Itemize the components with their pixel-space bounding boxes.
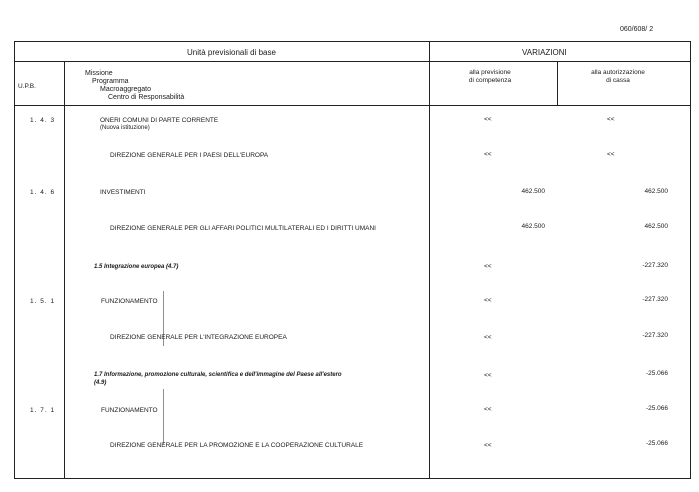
row-text: FUNZIONAMENTO: [101, 298, 158, 305]
row-subtext: (Nuova istituzione): [100, 125, 150, 131]
cassa-value: 462.500: [644, 223, 668, 230]
upb-column-divider: [64, 61, 65, 479]
upb-code: 1. 4. 6: [30, 189, 56, 196]
header-cassa: alla autorizzazione di cassa: [591, 69, 645, 84]
section-heading-sub: (4.9): [94, 380, 107, 386]
cassa-value: -25.066: [645, 440, 668, 447]
header-centro: Centro di Responsabilità: [108, 94, 185, 101]
cassa-value: -25.066: [645, 370, 668, 377]
upb-code: 1. 7. 1: [30, 407, 56, 414]
row-text: DIREZIONE GENERALE PER L'INTEGRAZIONE EUROPEA: [110, 334, 287, 341]
competenza-value: <<: [484, 297, 492, 304]
unita-title: Unità previsionali di base: [187, 48, 276, 57]
row-text: FUNZIONAMENTO: [101, 407, 158, 414]
competenza-value: <<: [484, 442, 492, 449]
header-competenza: alla previsione di competenza: [468, 69, 512, 84]
upb-code: 1. 4. 3: [30, 117, 56, 124]
competenza-value: <<: [484, 406, 492, 413]
section-heading: 1.7 Informazione, promozione culturale, scientifica e dell'immagine del Paese all'estero: [94, 372, 342, 378]
header-divider-top: [14, 61, 691, 62]
row-text: DIREZIONE GENERALE PER GLI AFFARI POLITICI MULTILATERALI ED I DIRITTI UMANI: [110, 225, 376, 232]
page-reference: 060/608/ 2: [620, 26, 654, 33]
competenza-value: <<: [484, 334, 492, 341]
header-missione: Missione: [85, 70, 113, 77]
cassa-value: 462.500: [644, 188, 668, 195]
cassa-column-divider: [557, 61, 558, 105]
variazioni-column-divider: [429, 41, 430, 479]
cassa-value: -227.320: [642, 262, 668, 269]
cassa-value: -227.320: [642, 296, 668, 303]
cassa-value: -25.066: [645, 405, 668, 412]
competenza-value: <<: [484, 263, 492, 270]
upb-label: U.P.B.: [18, 83, 36, 90]
upb-code: 1. 5. 1: [30, 298, 56, 305]
competenza-value: <<: [484, 372, 492, 379]
variazioni-title: VARIAZIONI: [522, 48, 567, 57]
cassa-value: <<: [607, 116, 615, 123]
cassa-value: -227.320: [642, 332, 668, 339]
row-text: DIREZIONE GENERALE PER I PAESI DELL'EUROPA: [110, 152, 269, 159]
row-text: DIREZIONE GENERALE PER LA PROMOZIONE E LA COOPERAZIONE CULTURALE: [110, 442, 364, 449]
row-text: ONERI COMUNI DI PARTE CORRENTE: [100, 117, 219, 124]
competenza-value: <<: [484, 116, 492, 123]
competenza-value: 462.500: [521, 223, 545, 230]
scan-guide-line: [163, 389, 164, 444]
cassa-value: <<: [607, 151, 615, 158]
row-text: INVESTIMENTI: [100, 189, 146, 196]
header-macroaggregato: Macroaggregato: [100, 86, 151, 93]
header-divider-bottom: [14, 105, 691, 106]
section-heading: 1.5 Integrazione europea (4.7): [94, 264, 179, 270]
competenza-value: 462.500: [521, 188, 545, 195]
competenza-value: <<: [484, 151, 492, 158]
header-programma: Programma: [92, 78, 129, 85]
